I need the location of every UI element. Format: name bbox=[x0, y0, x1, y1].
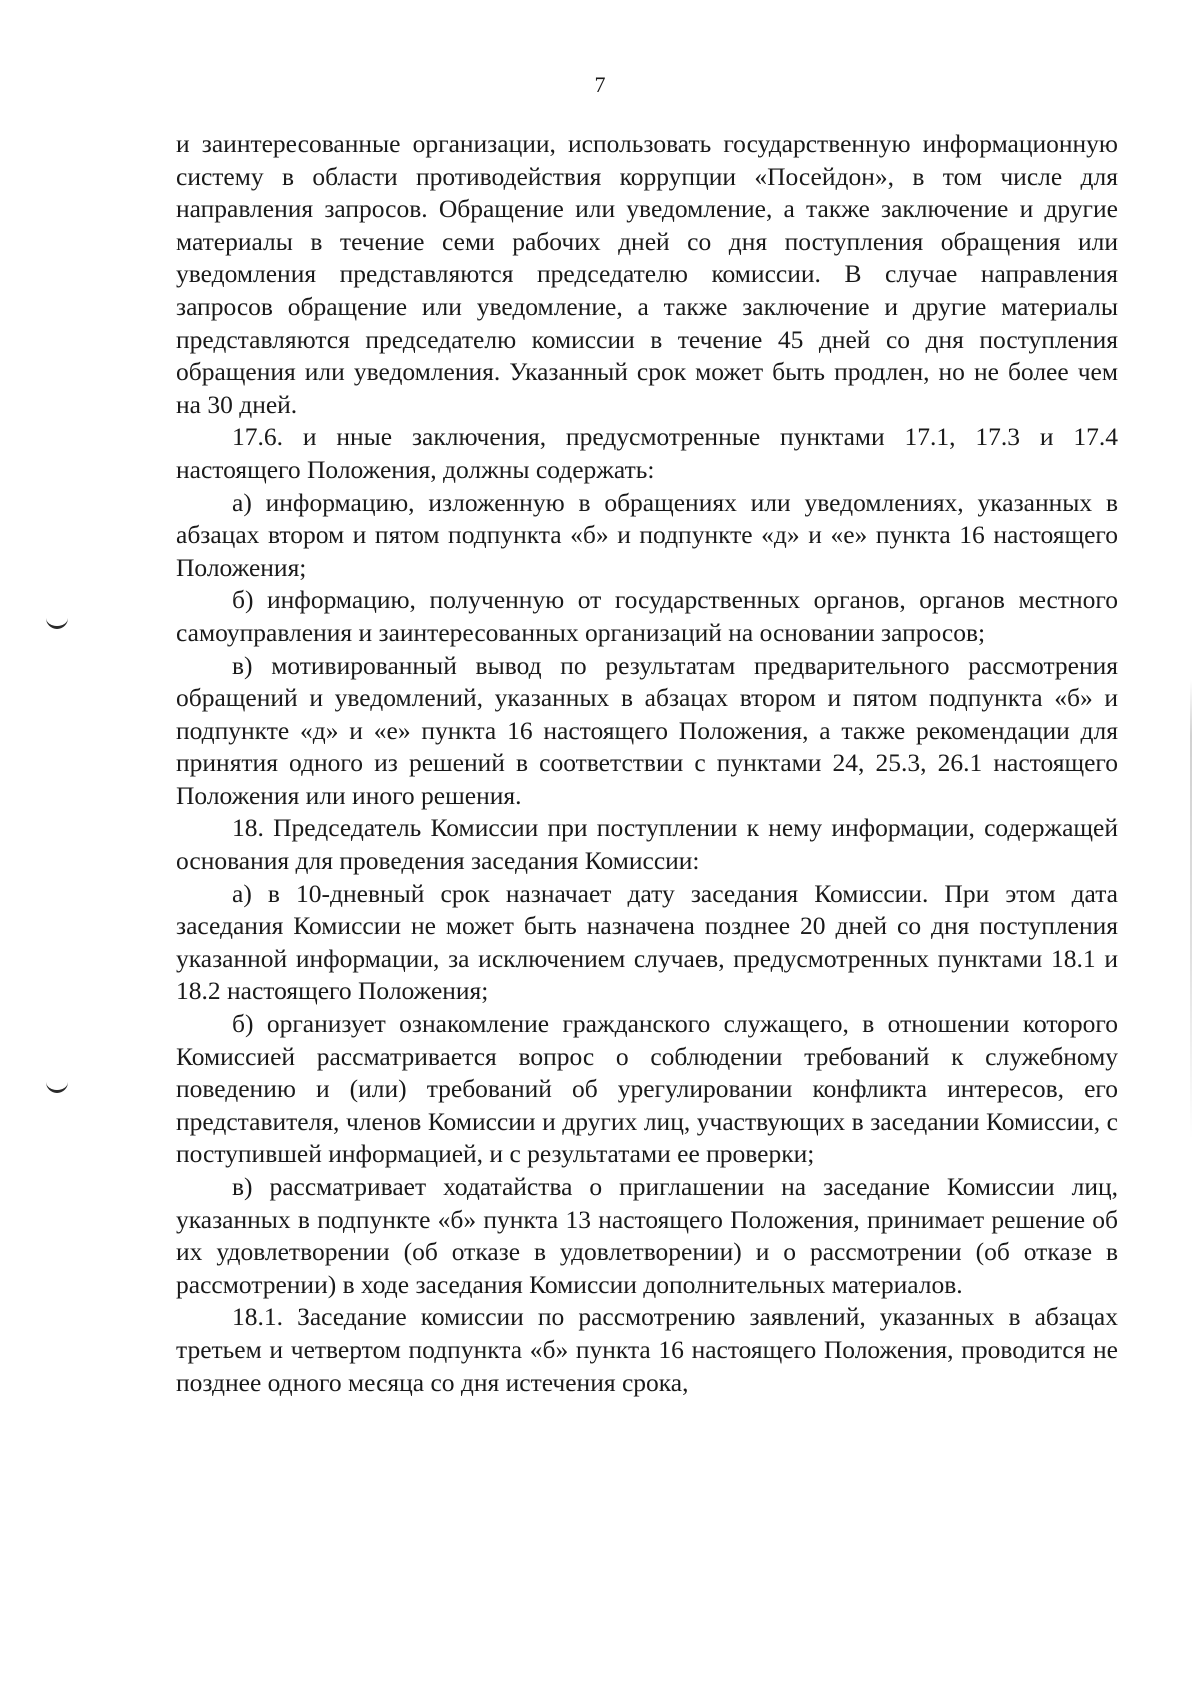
paragraph-17-6-v: в) мотивированный вывод по результатам предварительного рассмотрения обращений и уведомлений, указанных в абзацах втором и пятом подпункта «б» и подпункте «д» и «е» пункта 16 настоящего Положения, а также рекомендации для принятия одного из решений в соответствии с пунктами 24, 25.3, 26.1 настоящего Положения или иного решения. bbox=[176, 650, 1118, 810]
document-body bbox=[176, 128, 1118, 1399]
binder-hole-mark bbox=[46, 1080, 68, 1093]
paragraph-18: 18. Председатель Комиссии при поступлении к нему информации, содержащей основания для проведения заседания Комиссии: bbox=[176, 813, 1118, 876]
paragraph-17-6-a: а) информацию, изложенную в обращениях или уведомлениях, указанных в абзацах втором и пятом подпункта «б» и подпункте «д» и «е» пункта 16 настоящего Положения; bbox=[176, 487, 1118, 582]
paragraph-17-6: 17.6. и нные заключения, предусмотренные пунктами 17.1, 17.3 и 17.4 настоящего Положения, должны содержать: bbox=[176, 422, 1118, 484]
scan-edge-shadow bbox=[1190, 680, 1192, 1140]
paragraph-18-1: 18.1. Заседание комиссии по рассмотрению заявлений, указанных в абзацах третьем и четвертом подпункта «б» пункта 16 настоящего Положения, проводится не позднее одного месяца со дня истечения срока, bbox=[176, 1302, 1118, 1397]
paragraph-17-6-b: б) информацию, полученную от государственных органов, органов местного самоуправления и заинтересованных организаций на основании запросов; bbox=[176, 585, 1118, 647]
paragraph-18-b: б) организует ознакомление гражданского служащего, в отношении которого Комиссией рассматривается вопрос о соблюдении требований к служебному поведению и (или) требований об урегулировании конфликта интересов, его представителя, членов Комиссии и других лиц, участвующих в заседании Комиссии, с поступившей информацией, и с результатами ее проверки; bbox=[176, 1009, 1118, 1169]
paragraph-continuation: и заинтересованные организации, использовать государственную информационную систему в области противодействия коррупции «Посейдон», в том числе для направления запросов. Обращение или уведомление, а также заключение и другие материалы в течение семи рабочих дней со дня поступления обращения или уведомления представляются председателю комиссии. В случае направления запросов обращение или уведомление, а также заключение и другие материалы представляются председателю комиссии в течение 45 дней со дня поступления обращения или уведомления. Указанный срок может быть продлен, но не более чем на 30 дней. bbox=[176, 129, 1118, 419]
page-number: 7 bbox=[594, 72, 606, 97]
paragraph-18-v: в) рассматривает ходатайства о приглашении на заседание Комиссии лиц, указанных в подпункте «б» пункта 13 настоящего Положения, принимает решение об их удовлетворении (об отказе в удовлетворении) и о рассмотрении (об отказе в рассмотрении) в ходе заседания Комиссии дополнительных материалов. bbox=[176, 1172, 1118, 1299]
paragraph-18-a: а) в 10-дневный срок назначает дату заседания Комиссии. При этом дата заседания Комиссии не может быть назначена позднее 20 дней со дня поступления указанной информации, за исключением случаев, предусмотренных пунктами 18.1 и 18.2 настоящего Положения; bbox=[176, 878, 1118, 1006]
binder-hole-mark bbox=[46, 616, 68, 629]
